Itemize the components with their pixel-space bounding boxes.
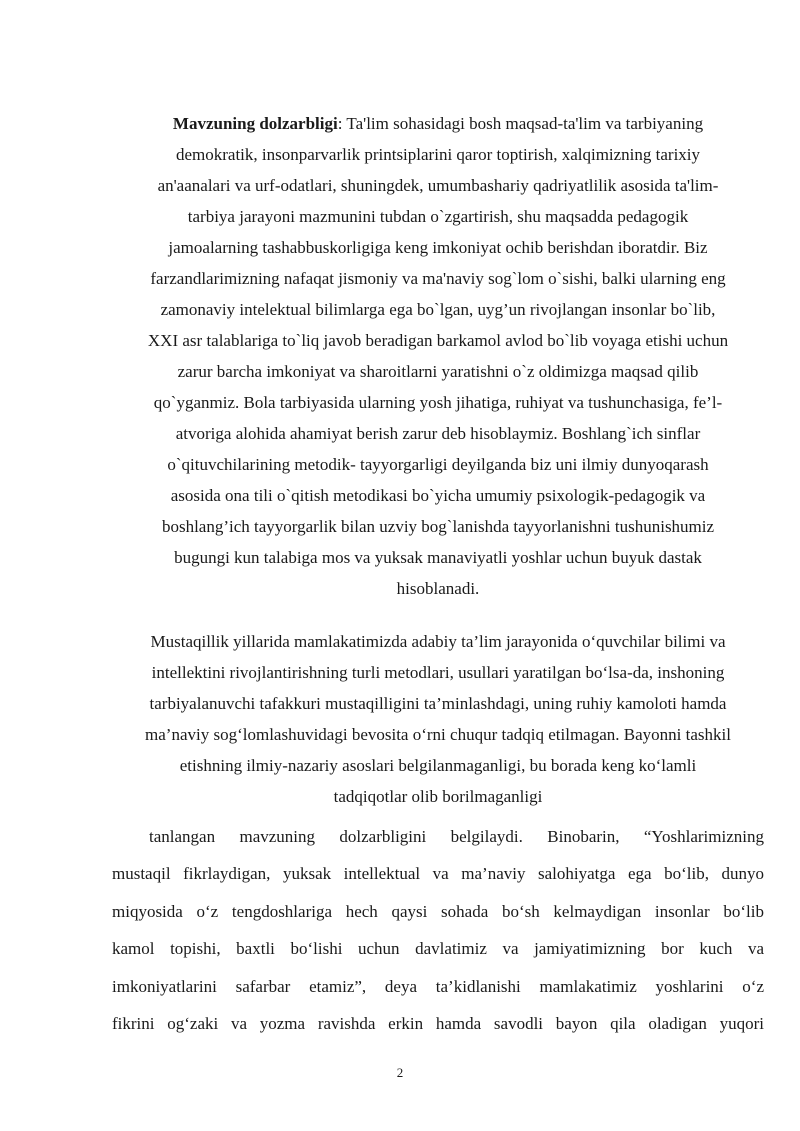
paragraph-line: farzandlarimizning nafaqat jismoniy va ma'naviy sog`lom o`sishi, balki ularning eng [150,269,726,288]
paragraph-line: tarbiyalanuvchi tafakkuri mustaqilligini ta’minlashdagi, uning ruhiy kamoloti hamda [149,694,727,713]
independence-paragraph [112,626,764,812]
paragraph-line: boshlang’ich tayyorgarlik bilan uzviy bog`lanishda tayyorlanishni tushunishumiz [161,517,715,536]
paragraph-line: qo`yganmiz. Bola tarbiyasida ularning yosh jihatiga, ruhiyat va tushunchasiga, fe’l- [153,393,723,412]
paragraph-line: kamol topishi, baxtli bo‘lishi uchun davlatimiz va jamiyatimizning bor kuch va [112,939,764,959]
paragraph-line-text: : Ta'lim sohasidagi bosh maqsad-ta'lim va tarbiyaning [337,114,704,133]
paragraph-line: etishning ilmiy-nazariy asoslari belgilanmaganligi, bu borada keng ko‘lamli [179,756,697,775]
paragraph-line: mustaqil fikrlaydigan, yuksak intellektual va ma’naviy salohiyatga ega bo‘lib, dunyo [112,864,764,884]
paragraph-line: tarbiya jarayoni mazmunini tubdan o`zgartirish, shu maqsadda pedagogik [187,207,689,226]
paragraph-line: an'aanalari va urf-odatlari, shuningdek, umumbashariy qadriyatlilik asosida ta'lim- [157,176,719,195]
paragraph-line: hisoblanadi. [396,579,480,598]
paragraph-line: demokratik, insonparvarlik printsiplarini qaror toptirish, xalqimizning tarixiy [175,145,701,164]
paragraph-line: zarur barcha imkoniyat va sharoitlarni yaratishni o`z oldimizga maqsad qilib [177,362,699,381]
relevance-paragraph [112,108,764,604]
paragraph-line: atvoriga alohida ahamiyat berish zarur deb hisoblaymiz. Boshlang`ich sinflar [175,424,701,443]
paragraph-line: asosida ona tili o`qitish metodikasi bo`yicha umumiy psixologik-pedagogik va [170,486,706,505]
paragraph-line: miqyosida o‘z tengdoshlariga hech qaysi sohada bo‘sh kelmaydigan insonlar bo‘lib [112,901,764,921]
paragraph-line: Mustaqillik yillarida mamlakatimizda adabiy ta’lim jarayonida o‘quvchilar bilimi va [150,632,726,651]
paragraph-line: o`qituvchilarining metodik- tayyorgarligi deyilganda biz uni ilmiy dunyoqarash [167,455,709,474]
paragraph-line: fikrini og‘zaki va yozma ravishda erkin hamda savodli bayon qila oladigan yuqori [112,1014,764,1034]
paragraph-line: tadqiqotlar olib borilmaganligi [333,787,543,806]
paragraph-line: jamoalarning tashabbuskorligiga keng imkoniyat ochib berishdan iboratdir. Biz [168,238,708,257]
relevance-heading: Mavzuning dolzarbligi [172,114,338,133]
paragraph-line: intellektini rivojlantirishning turli metodlari, usullari yaratilgan bo‘lsa-da, inshoning [151,663,725,682]
justified-paragraph [112,818,764,1042]
paragraph-line [112,108,764,139]
paragraph-line: ma’naviy sog‘lomlashuvidagi bevosita o‘rni chuqur tadqiq etilmagan. Bayonni tashkil [145,725,731,744]
paragraph-line: tanlangan mavzuning dolzarbligini belgilaydi. Binobarin, “Yoshlarimizning [149,827,764,846]
paragraph-line: zamonaviy intelektual bilimlarga ega bo`lgan, uyg’un rivojlangan insonlar bo`lib, [160,300,716,319]
paragraph-line: imkoniyatlarini safarbar etamiz”, deya ta’kidlanishi mamlakatimiz yoshlarini o‘z [112,976,764,996]
paragraph-line: XXI asr talablariga to`liq javob beradigan barkamol avlod bo`lib voyaga etishi uchun [147,331,729,350]
paragraph-line: bugungi kun talabiga mos va yuksak manaviyatli yoshlar uchun buyuk dastak [174,548,702,567]
page-number: 2 [396,1065,404,1080]
